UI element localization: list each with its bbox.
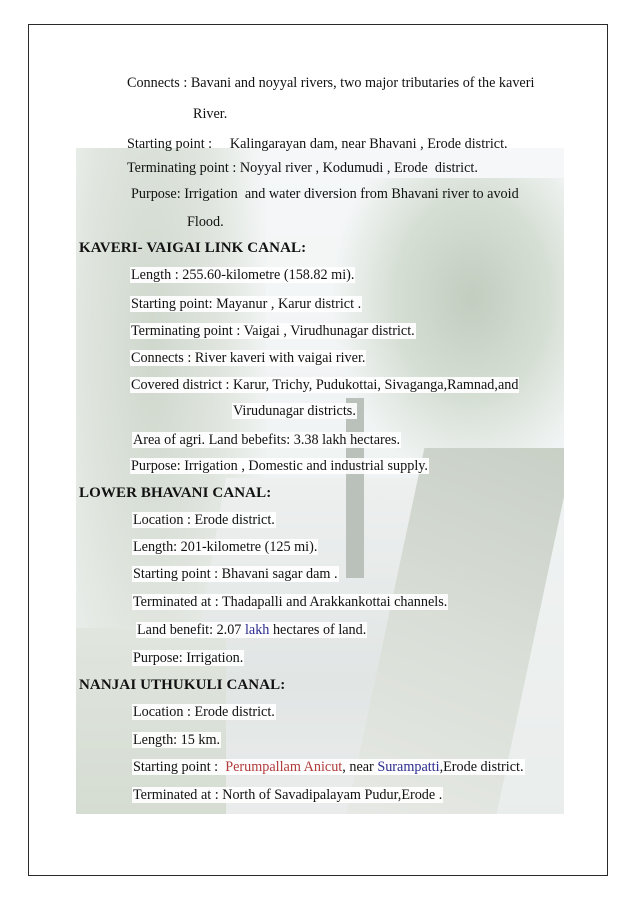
kv-covered-district-cont: Virudunagar districts. (233, 403, 356, 419)
kv-covered-district-line (130, 375, 519, 395)
kv-connects: Connects : River kaveri with vaigai river. (131, 350, 366, 366)
nu-location-line (132, 702, 276, 722)
bavani-purpose: Purpose: Irrigation and water diversion from Bhavani river to avoid (131, 186, 519, 202)
lb-location: Location : Erode district. (133, 512, 275, 528)
nu-perumpallam-anicut: Perumpallam Anicut (225, 759, 343, 775)
lower-bhavani-heading: LOWER BHAVANI CANAL: (79, 485, 272, 501)
nu-terminated-at-line (132, 785, 443, 805)
nu-location: Location : Erode district. (133, 704, 275, 720)
nu-terminated-at: Terminated at : North of Savadipalayam Pudur,Erode . (133, 787, 443, 803)
kv-length-line (130, 265, 355, 285)
bavani-purpose-cont-line (186, 212, 225, 232)
kv-terminating-point: Terminating point : Vaigai , Virudhunagar district. (131, 323, 415, 339)
kv-covered-district-cont-line (232, 401, 357, 421)
bavani-purpose-line (130, 184, 520, 204)
nu-starting-point-near: , near (342, 759, 378, 775)
nu-length-line (132, 730, 221, 750)
nu-starting-point-line (132, 757, 525, 777)
nu-starting-point-label: Starting point : (133, 759, 226, 775)
bavani-connects-cont: River. (193, 106, 228, 122)
lb-land-benefit-line (136, 620, 367, 640)
bavani-starting-point-line (126, 134, 509, 154)
lb-purpose-line (132, 648, 244, 668)
bavani-starting-point: Starting point : Kalingarayan dam, near Bhavani , Erode district. (127, 136, 508, 152)
kv-covered-district: Covered district : Karur, Trichy, Pudukottai, Sivaganga,Ramnad,and (131, 377, 519, 393)
kv-connects-line (130, 348, 366, 368)
nanjai-uthukuli-heading: NANJAI UTHUKULI CANAL: (79, 677, 286, 693)
kv-area: Area of agri. Land bebefits: 3.38 lakh hectares. (133, 432, 401, 448)
kaveri-vaigai-heading-line (78, 238, 307, 258)
bavani-connects-cont-line (192, 104, 228, 124)
kv-length: Length : 255.60-kilometre (158.82 mi). (131, 267, 355, 283)
kv-purpose-line (130, 456, 429, 476)
kv-starting-point: Starting point: Mayanur , Karur district . (131, 296, 362, 312)
nu-length: Length: 15 km. (133, 732, 221, 748)
bavani-purpose-cont: Flood. (187, 214, 224, 230)
bavani-terminating-point: Terminating point : Noyyal river , Kodumudi , Erode district. (127, 160, 478, 176)
kaveri-vaigai-heading: KAVERI- VAIGAI LINK CANAL: (79, 240, 307, 256)
lb-purpose: Purpose: Irrigation. (133, 650, 244, 666)
lb-land-benefit-lakh: lakh (244, 622, 270, 638)
kv-purpose: Purpose: Irrigation , Domestic and industrial supply. (131, 458, 428, 474)
nu-surampatti: Surampatti (377, 759, 440, 775)
kv-starting-point-line (130, 294, 362, 314)
kv-terminating-point-line (130, 321, 416, 341)
nanjai-uthukuli-heading-line (78, 675, 286, 695)
lb-starting-point-line (132, 564, 339, 584)
lb-terminated-at: Terminated at : Thadapalli and Arakkankottai channels. (133, 594, 448, 610)
lb-terminated-at-line (132, 592, 448, 612)
bavani-terminating-point-line (126, 158, 479, 178)
nu-starting-point-end: ,Erode district. (439, 759, 524, 775)
lb-location-line (132, 510, 276, 530)
lb-land-benefit-pre: Land benefit: 2.07 (137, 622, 245, 638)
bavani-connects-line (126, 73, 535, 93)
kv-area-line (132, 430, 401, 450)
lb-starting-point: Starting point : Bhavani sagar dam . (133, 566, 338, 582)
lower-bhavani-heading-line (78, 483, 272, 503)
lb-land-benefit-post: hectares of land. (269, 622, 367, 638)
lb-length: Length: 201-kilometre (125 mi). (133, 539, 318, 555)
bavani-connects: Connects : Bavani and noyyal rivers, two major tributaries of the kaveri (127, 75, 535, 91)
lb-length-line (132, 537, 318, 557)
